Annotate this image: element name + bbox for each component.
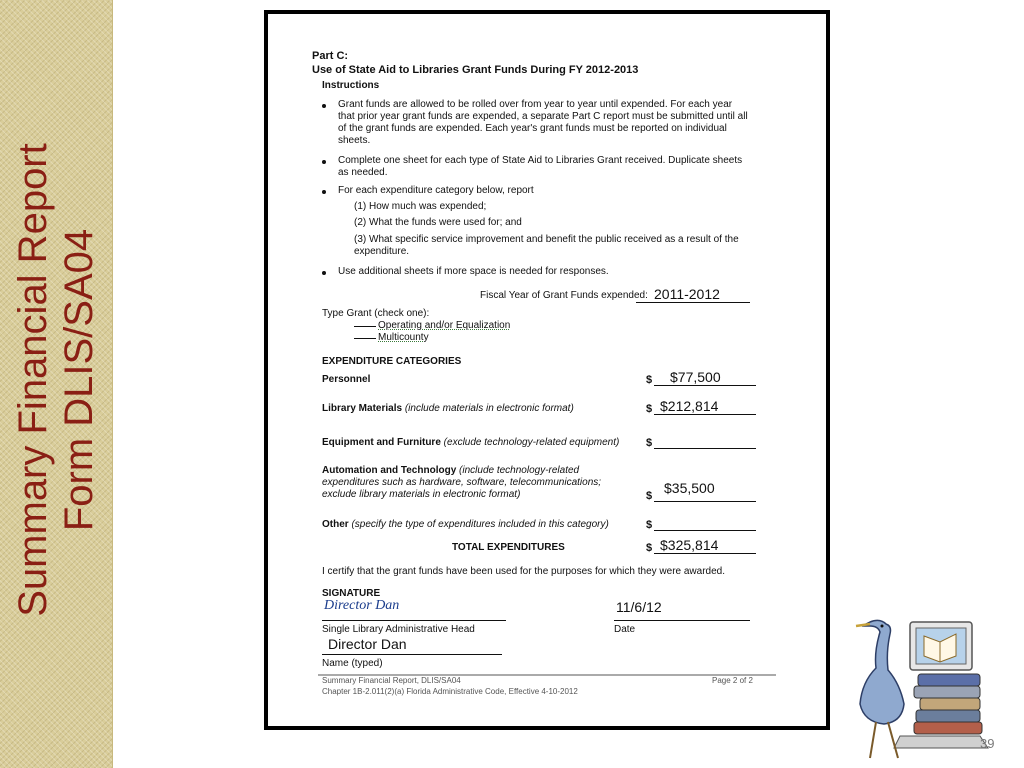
part-label: Part C: (312, 50, 349, 62)
instruction-bullet-4: Use additional sheets if more space is needed for responses. (338, 266, 609, 277)
instructions-title: Instructions (322, 80, 380, 91)
instruction-bullet-2: Complete one sheet for each type of State Aid to Libraries Grant received. Duplicate sheets as needed. (338, 155, 743, 178)
other-label: Other (322, 519, 349, 530)
total-label: TOTAL EXPENDITURES (452, 542, 565, 553)
dollar-sign: $ (646, 403, 653, 415)
sub-item-1: (1) How much was expended; (354, 201, 487, 212)
date-label: Date (614, 624, 636, 635)
library-materials-value: $212,814 (660, 398, 719, 414)
instruction-bullet-3: For each expenditure category below, report (338, 185, 534, 196)
fiscal-year-value: 2011-2012 (654, 286, 720, 302)
dollar-sign: $ (646, 437, 653, 449)
equipment-label: Equipment and Furniture (322, 437, 441, 448)
dollar-sign: $ (646, 519, 653, 531)
personnel-value: $77,500 (670, 369, 721, 385)
sub-item-3: (3) What specific service improvement and benefit the public received as a result of the expenditure. (354, 234, 739, 257)
footer-page: Page 2 of 2 (712, 676, 753, 685)
signature-line[interactable] (322, 608, 506, 621)
form-document (268, 14, 826, 726)
library-materials-note: (include materials in electronic format) (404, 403, 574, 414)
form-heading: Use of State Aid to Libraries Grant Funds During FY 2012-2013 (312, 64, 639, 76)
automation-value: $35,500 (664, 480, 715, 496)
multicounty-checkbox-line[interactable] (354, 328, 376, 339)
equipment-field[interactable] (654, 434, 756, 449)
personnel-label: Personnel (322, 374, 371, 385)
slide-title-line-2: Form DLIS/SA04 (57, 228, 101, 532)
date-line[interactable] (614, 608, 750, 621)
bullet-dot (322, 190, 326, 194)
multicounty-option: Multicounty (378, 332, 429, 343)
operating-option: Operating and/or Equalization (378, 320, 511, 331)
total-value: $325,814 (660, 537, 719, 553)
bullet-dot (322, 160, 326, 164)
typed-name-value: Director Dan (328, 636, 407, 652)
slide-title-line-1: Summary Financial Report (11, 143, 55, 617)
heron-icon (860, 620, 904, 724)
other-field[interactable] (654, 516, 756, 531)
dollar-sign: $ (646, 542, 653, 554)
fiscal-year-label: Fiscal Year of Grant Funds expended: (480, 290, 648, 301)
date-value: 11/6/12 (616, 599, 662, 615)
signature-handwritten: Director Dan (324, 598, 400, 613)
automation-note: (include technology-related (459, 465, 580, 476)
expenditure-header: EXPENDITURE CATEGORIES (322, 356, 462, 367)
document-frame (264, 10, 830, 730)
footer-title: Summary Financial Report, DLIS/SA04 (322, 676, 461, 685)
certify-text: I certify that the grant funds have been used for the purposes for which they were awarded. (322, 566, 726, 577)
dollar-sign: $ (646, 490, 653, 502)
operating-checkbox-line[interactable] (354, 316, 376, 327)
instruction-bullet-1: Grant funds are allowed to be rolled over from year to year until expended. For each year that prior year grant funds are expended, a separate Part C report must be submitted until all of the grant funds are expended. Each year's grant funds must be reported on individual sheets. (338, 99, 748, 146)
head-label: Single Library Administrative Head (322, 624, 475, 635)
name-line[interactable] (322, 642, 502, 655)
name-label: Name (typed) (322, 658, 383, 669)
dollar-sign: $ (646, 374, 653, 386)
other-note: (specify the type of expenditures included in this category) (351, 519, 609, 530)
page-number: 39 (980, 736, 995, 751)
automation-note-3: exclude library materials in electronic format) (322, 489, 521, 500)
library-materials-label: Library Materials (322, 403, 403, 414)
bullet-dot (322, 104, 326, 108)
footer-citation: Chapter 1B-2.011(2)(a) Florida Administrative Code, Effective 4-10-2012 (322, 687, 578, 696)
automation-label: Automation and Technology (322, 465, 457, 476)
signature-label: SIGNATURE (322, 588, 381, 599)
slide-title (6, 140, 106, 620)
automation-note-2: expenditures such as hardware, software, telecommunications; (322, 477, 602, 488)
type-grant-label: Type Grant (check one): (322, 308, 430, 319)
equipment-note: (exclude technology-related equipment) (443, 437, 620, 448)
bullet-dot (322, 271, 326, 275)
sub-item-2: (2) What the funds were used for; and (354, 217, 522, 228)
